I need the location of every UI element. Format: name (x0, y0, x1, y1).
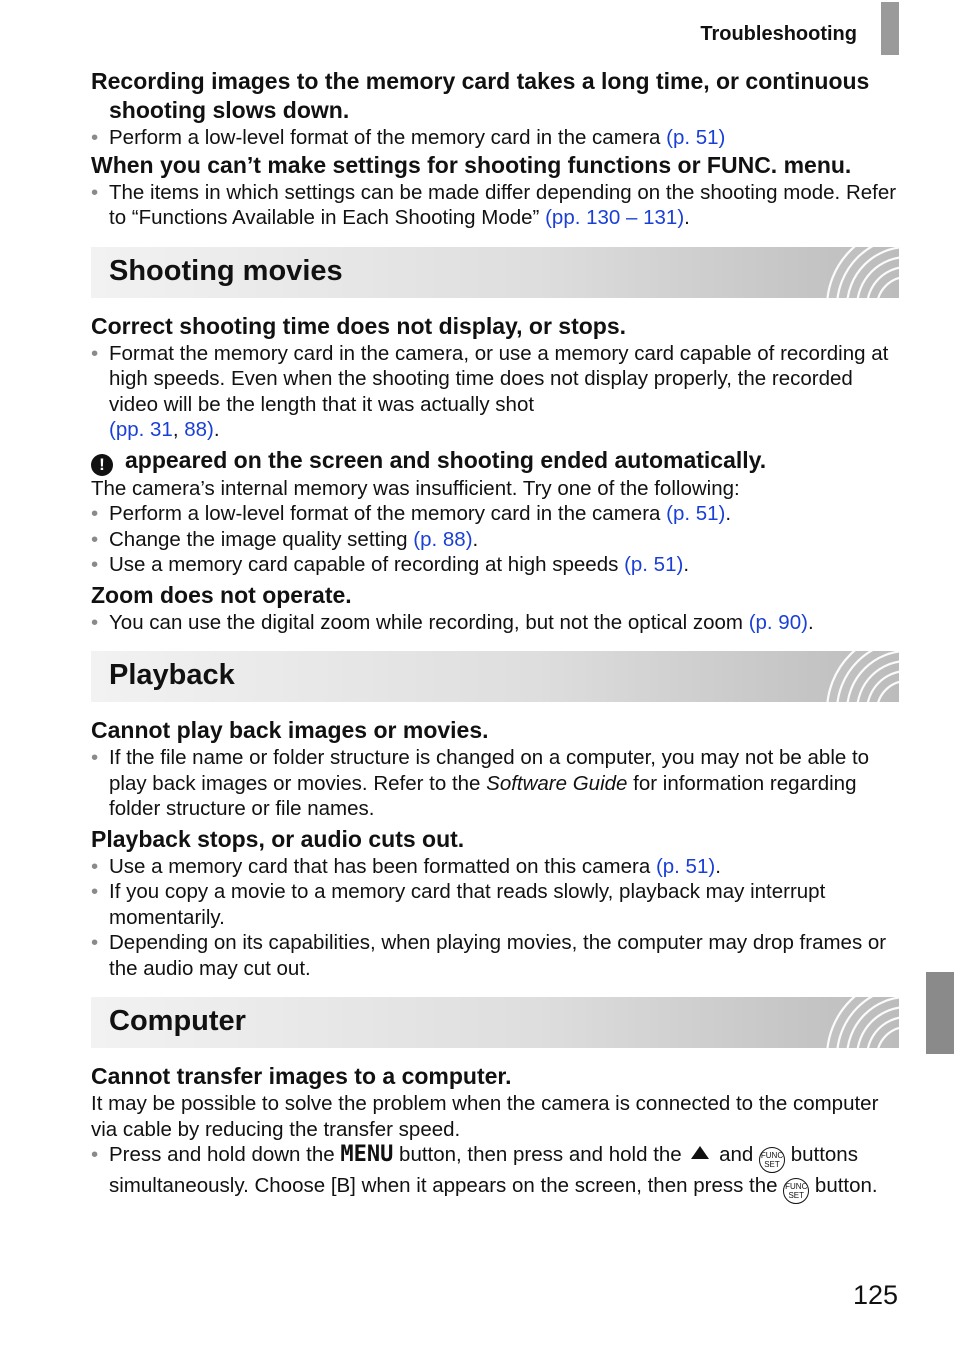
page-link[interactable]: 131) (643, 206, 685, 229)
func-label: FUNC (785, 1182, 808, 1191)
bullet-text: Change the image quality setting (109, 527, 414, 551)
question-playback-stops: Playback stops, or audio cuts out. (91, 825, 465, 852)
explanation-text: It may be possible to solve the problem when the camera is connected to the computer via cable by reducing the transfer speed. (91, 1092, 879, 1141)
func-set-button-icon (783, 1178, 809, 1204)
question-slow-recording: Recording images to the memory card takes a long time, or continuous shooting slows down. (91, 68, 870, 123)
answer-list (91, 501, 899, 578)
list-item (91, 180, 899, 231)
bullet-text: Depending on its capabilities, when playing movies, the computer may drop frames or the audio may cut out. (109, 931, 887, 980)
page-link[interactable]: (p. 88) (413, 527, 473, 551)
bullet-text: and (713, 1143, 759, 1166)
set-label: SET (788, 1191, 805, 1200)
page-link[interactable]: 88) (184, 418, 214, 441)
answer-list (91, 341, 899, 443)
question-cannot-play: Cannot play back images or movies. (91, 717, 489, 743)
page-link[interactable]: (p. 90) (748, 610, 808, 634)
punctuation: . (725, 502, 732, 525)
page-content (91, 67, 899, 1204)
list-item (91, 610, 899, 636)
bullet-text: If the file name or folder structure is changed on a computer, you may not be able to play back images or movies. Refer to the (109, 746, 870, 795)
section-title: Playback (109, 659, 235, 691)
bullet-text: Use a memory card capable of recording at high speeds (109, 553, 625, 576)
answer-list (91, 745, 899, 822)
bullet-text: Perform a low-level format of the memory card in the camera (109, 502, 667, 525)
page-link[interactable]: (p. 51) (666, 126, 726, 149)
func-set-button-icon (759, 1147, 785, 1173)
page-link[interactable]: (p. 51) (655, 854, 716, 878)
punctuation: . (683, 553, 690, 576)
question-shooting-ended (91, 446, 899, 476)
bullet-text: Perform a low-level format of the memory card in the camera (109, 126, 661, 149)
bullet-text: You can use the digital zoom while recording, but not the optical zoom (109, 610, 749, 634)
punctuation: . (715, 854, 721, 878)
warning-icon: ! (91, 454, 113, 476)
punctuation: . (684, 206, 690, 229)
header-tab-marker (881, 2, 899, 55)
decorative-arcs-icon (789, 997, 899, 1048)
decorative-arcs-icon (789, 247, 899, 298)
list-item (91, 552, 899, 578)
question-shooting-time: Correct shooting time does not display, or stops. (91, 312, 627, 339)
func-label: FUNC (760, 1151, 784, 1160)
question-zoom: Zoom does not operate. (91, 581, 352, 608)
list-item (91, 930, 899, 981)
page-link[interactable]: (p. 51) (624, 553, 684, 576)
punctuation: . (213, 418, 220, 441)
section-title: Shooting movies (109, 254, 343, 287)
list-item (91, 879, 899, 930)
list-item (91, 501, 899, 527)
answer-list (91, 854, 899, 982)
section-header-shooting-movies (91, 247, 899, 298)
question-cannot-transfer: Cannot transfer images to a computer. (91, 1063, 512, 1089)
software-guide-title: Software Guide (486, 771, 628, 795)
answer-list (91, 125, 899, 151)
set-label: SET (764, 1160, 780, 1169)
punctuation: . (807, 610, 814, 634)
bullet-text: button. (809, 1174, 878, 1197)
page-link[interactable]: (pp. 31 (109, 418, 173, 441)
answer-list (91, 1142, 899, 1204)
bullet-text: Press and hold down the (109, 1143, 341, 1166)
answer-list (91, 610, 899, 636)
question-func-menu: When you can’t make settings for shooting functions or FUNC. menu. (91, 151, 852, 178)
menu-button-icon: MENU (340, 1142, 394, 1167)
section-header-computer (91, 997, 899, 1048)
up-arrow-icon (691, 1146, 709, 1159)
bullet-text: The items in which settings can be made differ depending on the shooting mode. Refer to “Functions Available in Each Shooting Mode” (109, 180, 897, 229)
page-link[interactable]: (p. 51) (666, 502, 726, 525)
bullet-text: If you copy a movie to a memory card that reads slowly, playback may interrupt momentarily. (109, 880, 826, 929)
answer-list (91, 180, 899, 231)
running-header: Troubleshooting (700, 23, 857, 45)
list-item (91, 527, 899, 553)
list-item (91, 341, 899, 443)
chapter-thumb-tab (926, 972, 954, 1054)
bullet-text: buttons simultaneously. Choose [B] when it appears on the screen, then press the (109, 1143, 858, 1197)
link-dash: – (620, 206, 644, 229)
explanation-text: The camera’s internal memory was insufficient. Try one of the following: (91, 476, 740, 500)
link-separator: , (172, 418, 185, 441)
page-link[interactable]: (pp. 130 (545, 206, 621, 229)
list-item (91, 745, 899, 822)
page-number: 125 (853, 1280, 899, 1310)
section-title: Computer (109, 1005, 246, 1037)
bullet-text: Use a memory card that has been formatted on this camera (109, 854, 656, 878)
list-item (91, 1142, 899, 1204)
bullet-text: Format the memory card in the camera, or use a memory card capable of recording at high speeds. Even when the shooting time does not display properly, the recorded video will be the length that it was actually shot (109, 341, 889, 416)
question-text: appeared on the screen and shooting ended automatically. (125, 446, 767, 473)
section-header-playback (91, 651, 899, 702)
list-item (91, 854, 899, 880)
bullet-text: button, then press and hold the (393, 1143, 688, 1166)
punctuation: . (472, 527, 479, 551)
decorative-arcs-icon (789, 651, 899, 702)
bullet-text: for information regarding folder structure or file names. (109, 771, 857, 820)
list-item (91, 125, 899, 151)
